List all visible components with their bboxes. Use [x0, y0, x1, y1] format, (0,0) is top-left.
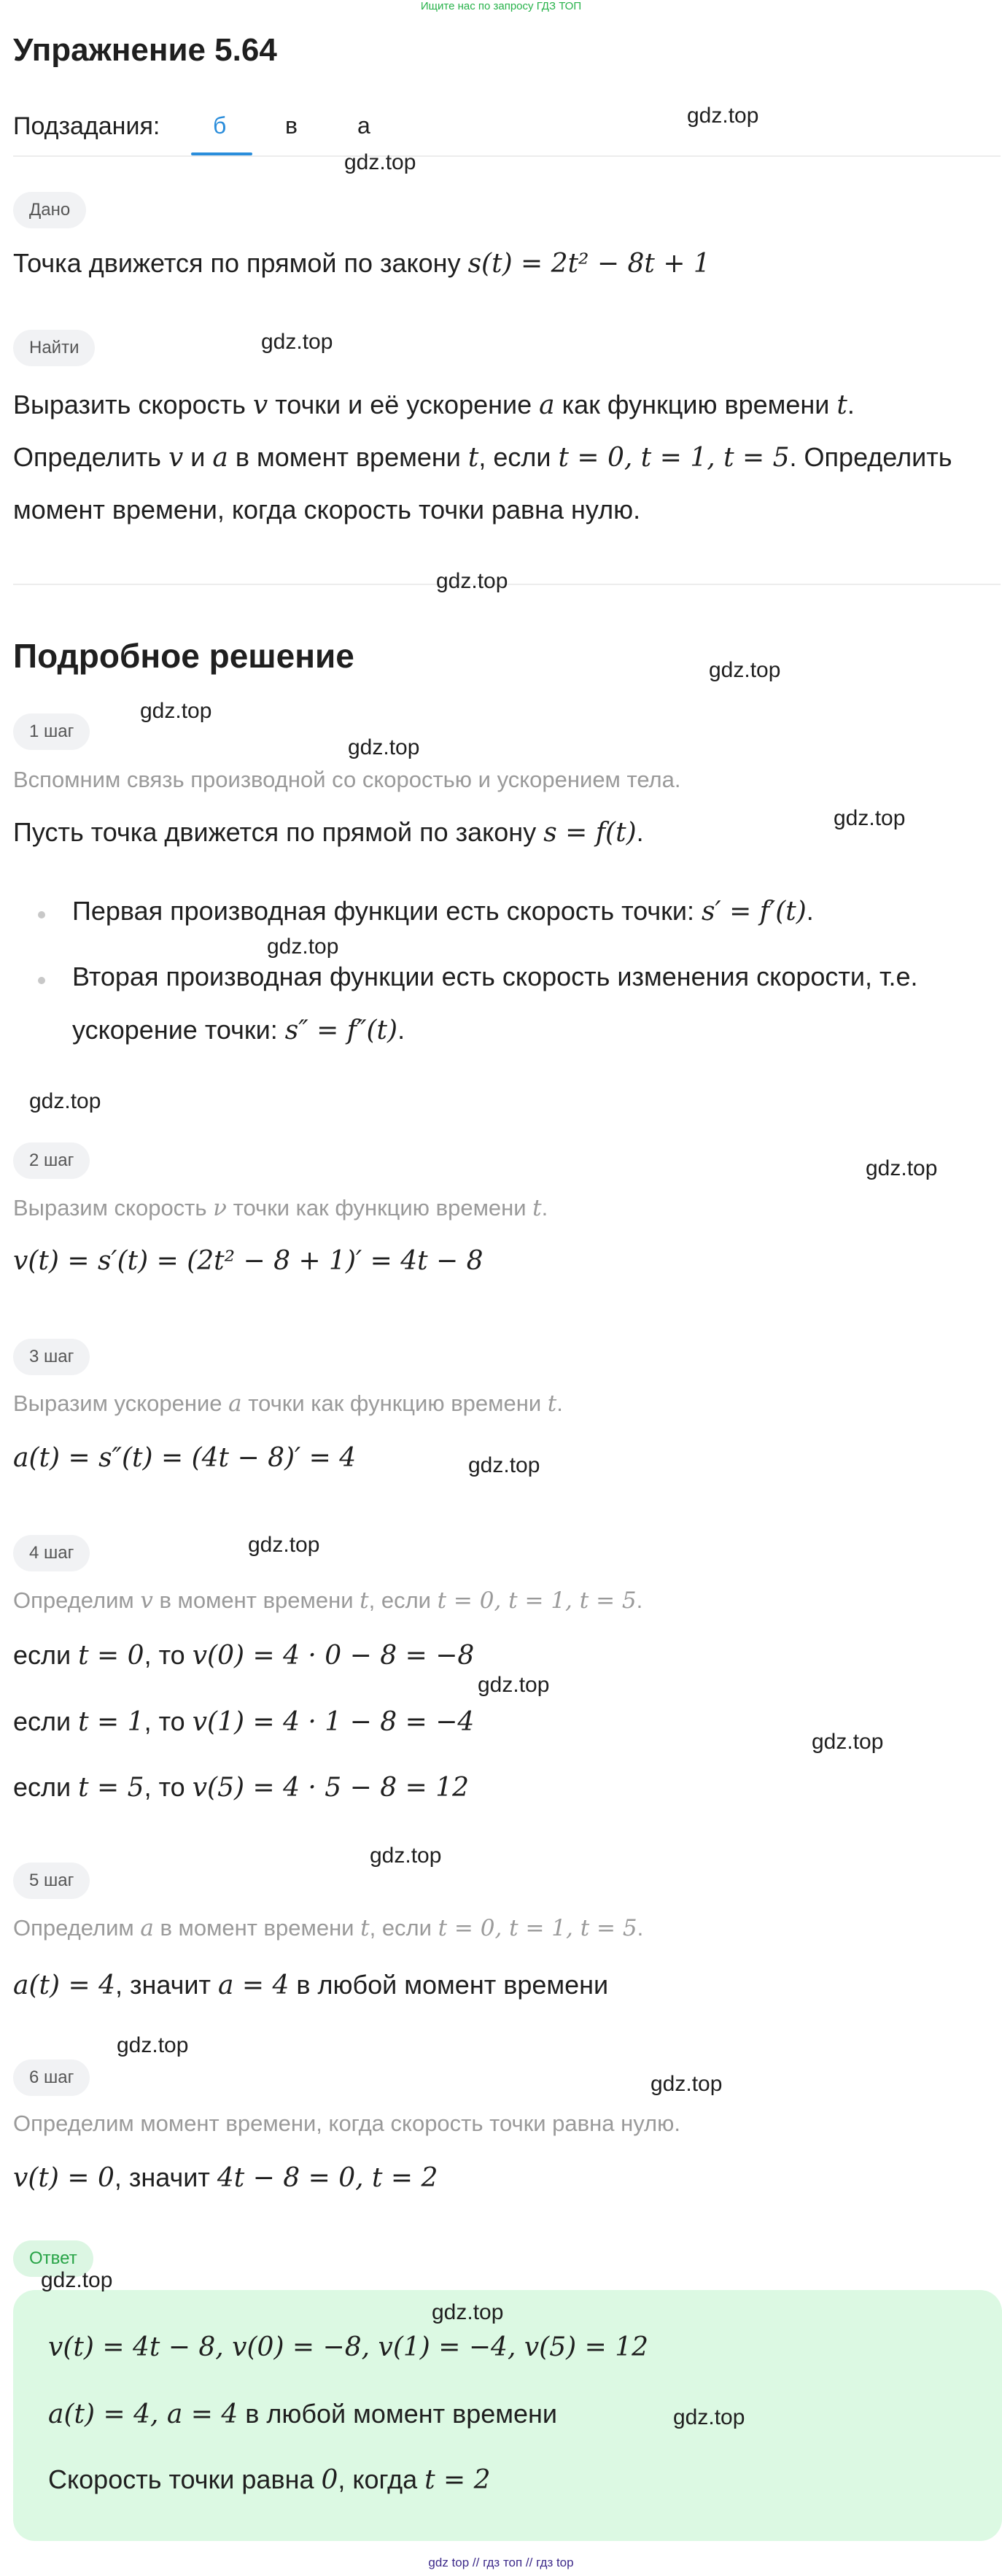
watermark: gdz.top [41, 2268, 113, 2292]
step-1-bullet-1: Первая производная функции есть скорость точки: s′ = f′(t). [72, 896, 814, 927]
step-1-chip: 1 шаг [13, 713, 90, 750]
watermark: gdz.top [432, 2300, 504, 2324]
given-chip: Дано [13, 192, 86, 228]
step-1-bullet-2b: ускорение точки: s″ = f″(t). [72, 1015, 405, 1045]
step-4-line-2: если t = 1, то v(1) = 4 · 1 − 8 = −4 [13, 1706, 475, 1737]
answer-line-1: v(t) = 4t − 8, v(0) = −8, v(1) = −4, v(5) = 12 [48, 2332, 649, 2362]
step-3-chip: 3 шаг [13, 1339, 90, 1375]
watermark: gdz.top [248, 1533, 320, 1557]
step-5-result: a(t) = 4, значит a = 4 в любой момент времени [13, 1970, 609, 2000]
watermark: gdz.top [866, 1156, 938, 1180]
watermark: gdz.top [709, 658, 781, 682]
step-2-hint: Выразим скорость ν точки как функцию времени t. [13, 1195, 548, 1221]
watermark: gdz.top [478, 1673, 550, 1697]
step-5-hint: Определим a в момент времени t, если t = 0, t = 1, t = 5. [13, 1915, 644, 1941]
step-1-intro: Пусть точка движется по прямой по закону s = f(t). [13, 817, 644, 848]
step-2-formula: v(t) = s′(t) = (2t² − 8 + 1)′ = 4t − 8 [13, 1246, 483, 1276]
tab-v[interactable]: в [285, 112, 298, 139]
step-4-line-3: если t = 5, то v(5) = 4 · 5 − 8 = 12 [13, 1772, 470, 1803]
watermark: gdz.top [261, 330, 333, 354]
watermark: gdz.top [436, 569, 508, 593]
find-line-3: момент времени, когда скорость точки равна нулю. [13, 495, 641, 525]
step-1-hint: Вспомним связь производной со скоростью и ускорением тела. [13, 767, 681, 792]
step-6-chip: 6 шаг [13, 2059, 90, 2096]
answer-chip: Ответ [13, 2240, 93, 2277]
watermark: gdz.top [370, 1844, 442, 1868]
watermark: gdz.top [673, 2405, 745, 2429]
watermark: gdz.top [29, 1089, 101, 1113]
find-line-2: Определить v и a в момент времени t, если t = 0, t = 1, t = 5. Определить [13, 442, 952, 473]
find-line-1: Выразить скорость v точки и её ускорение a как функцию времени t. [13, 390, 855, 420]
watermark: gdz.top [140, 699, 212, 723]
footer-links[interactable]: gdz top // гдз топ // гдз top [428, 2556, 574, 2569]
step-4-hint: Определим v в момент времени t, если t = 0, t = 1, t = 5. [13, 1587, 643, 1614]
given-text: Точка движется по прямой по закону s(t) = 2t² − 8t + 1 [13, 248, 710, 279]
step-3-formula: a(t) = s″(t) = (4t − 8)′ = 4 [13, 1443, 357, 1473]
bullet-icon [38, 911, 45, 918]
bullet-icon [38, 977, 45, 984]
watermark: gdz.top [344, 150, 416, 174]
find-chip: Найти [13, 330, 95, 366]
page-title: Упражнение 5.64 [13, 32, 277, 68]
watermark: gdz.top [812, 1730, 884, 1754]
step-5-chip: 5 шаг [13, 1863, 90, 1899]
answer-line-3: Скорость точки равна 0, когда t = 2 [48, 2464, 491, 2495]
watermark: gdz.top [348, 735, 420, 759]
step-3-hint: Выразим ускорение a точки как функцию времени t. [13, 1391, 563, 1417]
watermark: gdz.top [834, 806, 906, 830]
watermark: gdz.top [650, 2072, 723, 2096]
step-2-chip: 2 шаг [13, 1142, 90, 1179]
answer-line-2: a(t) = 4, a = 4 в любой момент времени [48, 2399, 558, 2429]
solution-title: Подробное решение [13, 637, 354, 675]
subtasks-label: Подзадания: [13, 112, 160, 140]
divider [13, 155, 1001, 157]
watermark: gdz.top [267, 935, 339, 959]
step-4-line-1: если t = 0, то v(0) = 4 · 0 − 8 = −8 [13, 1640, 475, 1671]
step-6-hint: Определим момент времени, когда скорость точки равна нулю. [13, 2111, 680, 2136]
tab-b[interactable]: б [213, 112, 227, 139]
step-1-bullet-2a: Вторая производная функции есть скорость изменения скорости, т.е. [72, 962, 918, 991]
tab-a[interactable]: а [357, 112, 370, 139]
watermark: gdz.top [687, 104, 759, 128]
top-banner: Ищите нас по запросу ГДЗ ТОП [420, 0, 582, 12]
step-6-result: v(t) = 0, значит 4t − 8 = 0, t = 2 [13, 2162, 438, 2193]
watermark: gdz.top [468, 1453, 540, 1477]
step-4-chip: 4 шаг [13, 1535, 90, 1571]
watermark: gdz.top [117, 2033, 189, 2057]
